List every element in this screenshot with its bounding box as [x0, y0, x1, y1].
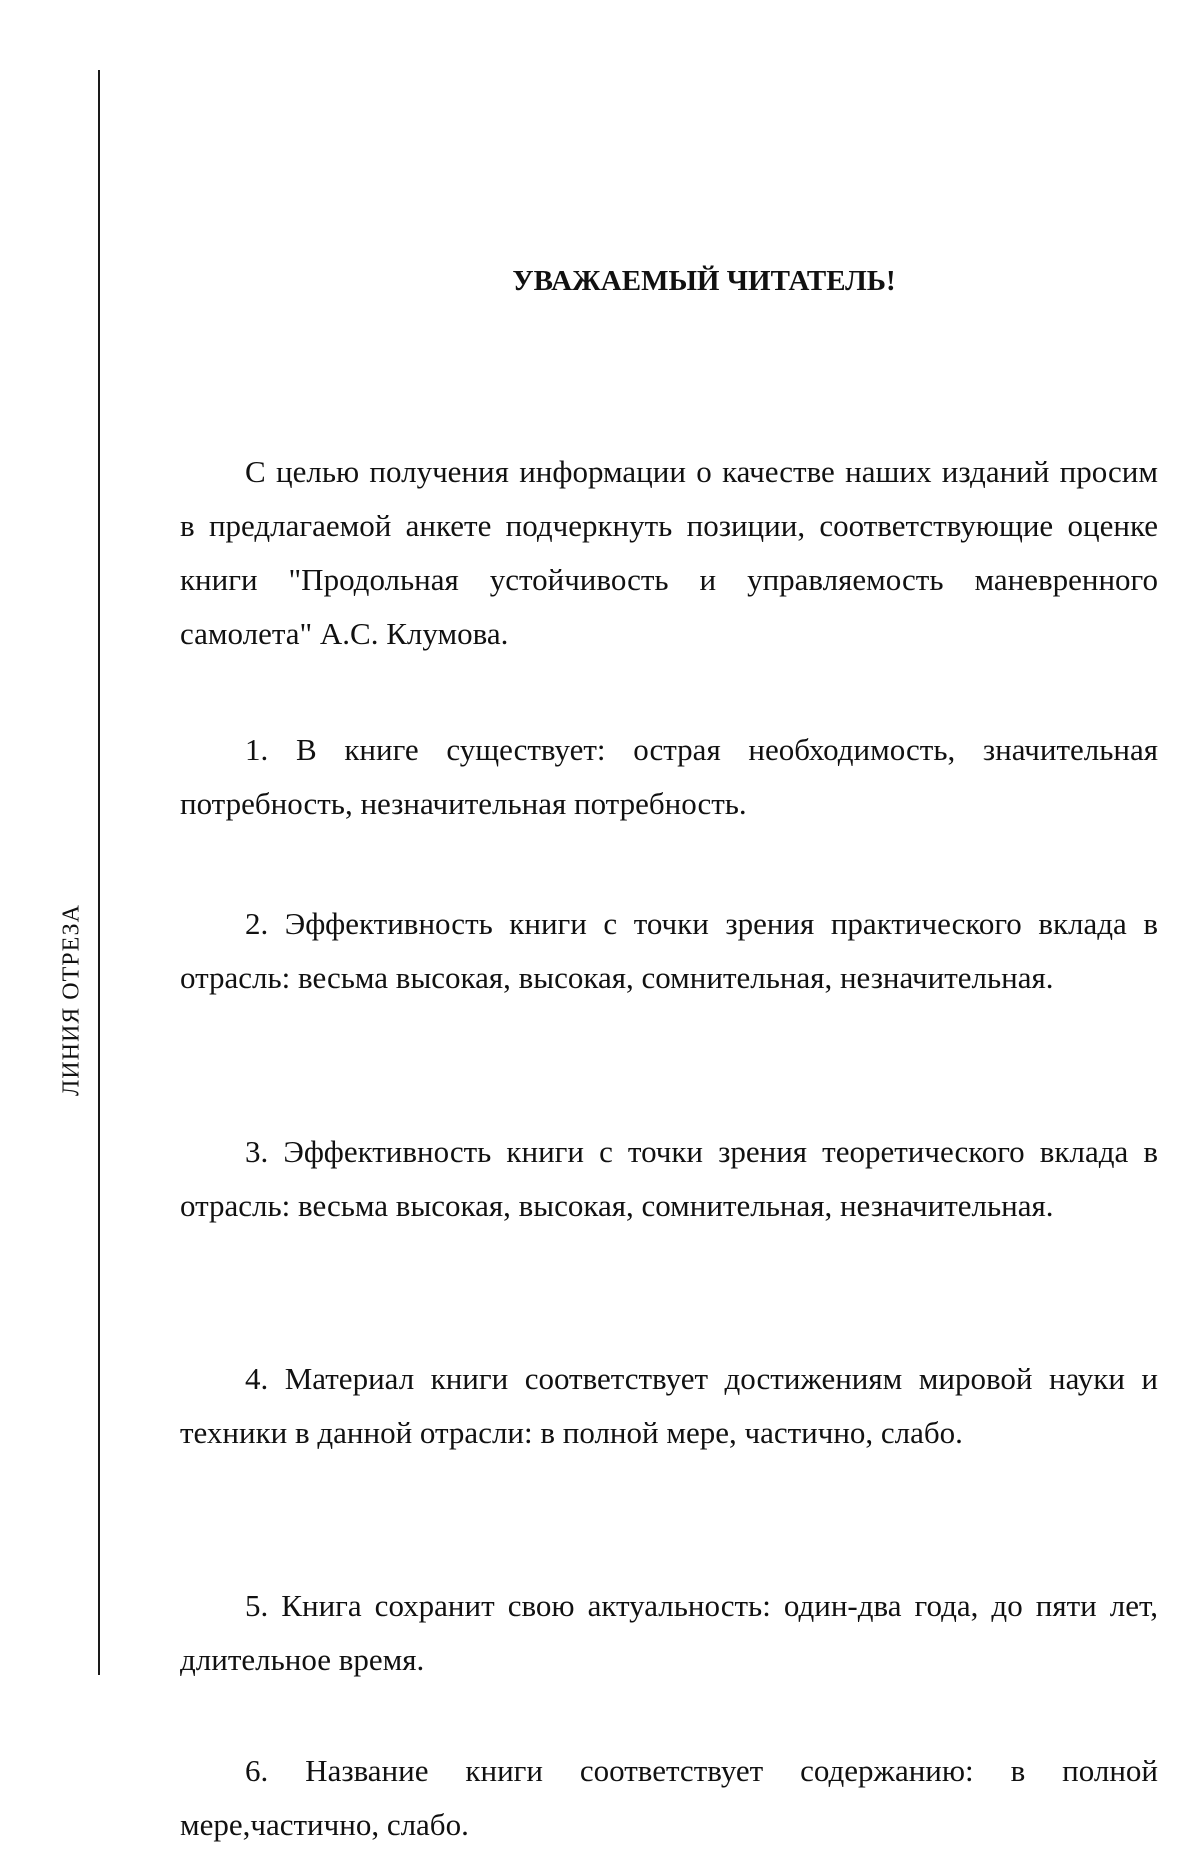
- cut-line-label: ЛИНИЯ ОТРЕЗА: [58, 904, 85, 1096]
- cut-line: [98, 70, 100, 1675]
- question-6: 6. Название книги соответствует содержанию: в полной мере,частично, слабо.: [180, 1753, 1158, 1842]
- intro-paragraph: С целью получения информации о качестве наших изданий просим в предлагаемой анкете подчеркнуть позиции, соответствующие оценке книги "Продольная устойчивость и управляемость маневренного самолета" А.С. Клумова.: [180, 454, 1158, 651]
- page-title: УВАЖАЕМЫЙ ЧИТАТЕЛЬ!: [512, 265, 896, 297]
- question-2: 2. Эффективность книги с точки зрения практического вклада в отрасль: весьма высокая, высокая, сомнительная, незначительная.: [180, 906, 1158, 995]
- question-3: 3. Эффективность книги с точки зрения теоретического вклада в отрасль: весьма высокая, высокая, сомнительная, незначительная.: [180, 1134, 1158, 1223]
- question-1: 1. В книге существует: острая необходимость, значительная потребность, незначительная потребность.: [180, 732, 1158, 821]
- question-4: 4. Материал книги соответствует достижениям мировой науки и техники в данной отрасли: в полной мере, частично, слабо.: [180, 1361, 1158, 1450]
- question-5: 5. Книга сохранит свою актуальность: один-два года, до пяти лет, длительное время.: [180, 1588, 1158, 1677]
